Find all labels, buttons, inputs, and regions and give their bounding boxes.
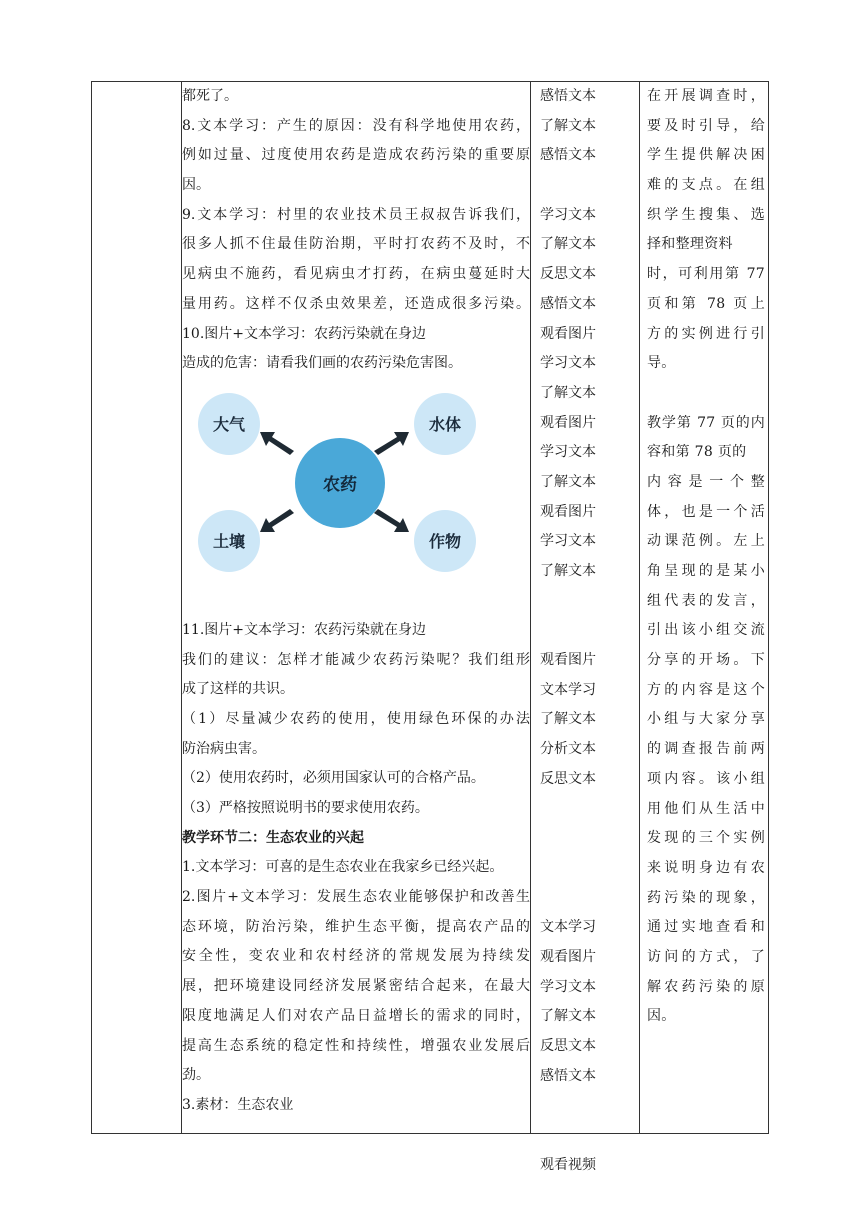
column-divider <box>530 82 531 1133</box>
content-line: 9.文本学习：村里的农业技术员王叔叔告诉我们， <box>182 206 530 223</box>
content-line: （1）尽量减少农药的使用，使用绿色环保的办法 <box>182 710 530 727</box>
activity-line: 反思文本 <box>540 770 596 787</box>
crop-circle: 作物 <box>414 510 476 572</box>
content-line: 8.文本学习：产生的原因：没有科学地使用农药， <box>182 117 530 134</box>
note-line: 解农药污染的原 <box>647 978 765 995</box>
content-line: 提高生态系统的稳定性和持续性，增强农业发展后 <box>182 1037 530 1054</box>
note-line: 角呈现的是某小 <box>647 563 765 579</box>
note-line: 体，也是一个活 <box>647 503 765 520</box>
activity-line <box>540 824 638 854</box>
activity-line <box>540 854 638 884</box>
section-heading: 教学环节二：生态农业的兴起 <box>182 829 364 846</box>
note-line: 引出该小组交流 <box>647 622 765 639</box>
note-line: 教学第 77 页的内 <box>647 414 765 431</box>
activity-line: 感悟文本 <box>540 88 596 104</box>
atmosphere-circle: 大气 <box>198 393 260 455</box>
note-line: 学生提供解决困 <box>647 147 765 164</box>
activity-line: 观看视频 <box>540 1156 596 1173</box>
content-line: 很多人抓不住最佳防治期，平时打农药不及时，不 <box>182 236 530 253</box>
activity-line: 了解文本 <box>540 563 596 579</box>
content-line: 成了这样的共识。 <box>182 681 294 698</box>
note-line: 织学生搜集、选 <box>647 206 765 223</box>
content-line: 量用药。这样不仅杀虫效果差，还造成很多污染。 <box>182 295 530 312</box>
content-line: 展，把环境建设同经济发展紧密结合起来，在最大 <box>182 978 530 995</box>
activity-line <box>540 884 638 914</box>
note-line: 动课范例。左上 <box>647 533 765 550</box>
activity-line: 感悟文本 <box>540 295 596 312</box>
note-line: 导。 <box>647 355 676 372</box>
teaching-content-column <box>182 82 530 1121</box>
content-line: （3）严格按照说明书的要求使用农药。 <box>182 800 429 816</box>
activity-line: 反思文本 <box>540 1038 596 1054</box>
activity-line: 学习文本 <box>540 206 596 223</box>
arrow-top-left <box>260 432 294 455</box>
content-line: 限度地满足人们对农产品日益增长的需求的同时， <box>182 1007 530 1024</box>
activity-line <box>540 1121 638 1151</box>
activity-line: 学习文本 <box>540 444 596 461</box>
activity-line <box>540 795 638 825</box>
activity-line: 观看图片 <box>540 948 596 965</box>
pesticide-hazard-diagram <box>182 379 530 616</box>
note-line <box>647 379 765 409</box>
activity-line: 观看图片 <box>540 414 596 431</box>
activity-line <box>540 587 638 617</box>
note-line: 容和第 78 页的 <box>647 444 747 461</box>
note-line: 来说明身边有农 <box>647 859 765 876</box>
activity-line <box>540 616 638 646</box>
activity-line: 感悟文本 <box>540 147 596 164</box>
activity-line: 学习文本 <box>540 355 596 372</box>
content-line: 劲。 <box>182 1067 210 1084</box>
note-line: 时，可利用第 77 <box>647 266 765 283</box>
activity-line: 文本学习 <box>540 919 596 936</box>
activity-line: 反思文本 <box>540 266 596 283</box>
note-line: 要及时引导，给 <box>647 117 765 134</box>
content-line: 10.图片+文本学习：农药污染就在身边 <box>182 325 426 342</box>
content-line: 因。 <box>182 177 210 194</box>
water-circle: 水体 <box>414 393 476 455</box>
soil-circle: 土壤 <box>198 510 260 572</box>
activity-line: 观看图片 <box>540 652 596 669</box>
content-line: 例如过量、过度使用农药是造成农药污染的重要原 <box>182 147 530 164</box>
arrow-bottom-right <box>374 509 409 532</box>
activity-line: 学习文本 <box>540 978 596 995</box>
activity-line <box>540 1091 638 1121</box>
arrow-top-right <box>374 432 409 455</box>
content-line: 态环境，防治污染，维护生态平衡，提高农产品的 <box>182 918 530 935</box>
content-line: 都死了。 <box>182 88 238 104</box>
activity-line: 了解文本 <box>540 384 596 401</box>
arrow-bottom-left <box>260 509 294 532</box>
note-line: 药污染的现象， <box>647 889 765 906</box>
content-line: 2.图片+文本学习：发展生态农业能够保护和改善生 <box>182 889 530 906</box>
activity-line: 观看图片 <box>540 325 596 342</box>
activity-line: 了解文本 <box>540 473 596 490</box>
note-line: 方的内容是这个 <box>647 681 765 698</box>
content-line: 安全性，变农业和农村经济的常规发展为持续发 <box>182 948 530 965</box>
diagram-arrows <box>182 379 530 616</box>
activity-line: 学习文本 <box>540 533 596 550</box>
note-line: 组代表的发言， <box>647 592 765 609</box>
content-line: 我们的建议：怎样才能减少农药污染呢？我们组形 <box>182 651 530 668</box>
note-line: 难的支点。在组 <box>647 177 765 194</box>
lesson-table <box>91 81 769 1173</box>
note-line: 方的实例进行引 <box>647 325 765 342</box>
note-line: 用他们从生活中 <box>647 800 765 817</box>
note-line: 访问的方式，了 <box>647 948 765 965</box>
activity-line: 了解文本 <box>540 711 596 728</box>
note-line: 发现的三个实例 <box>647 830 765 847</box>
content-line: （2）使用农药时，必须用国家认可的合格产品。 <box>182 770 485 787</box>
note-line: 通过实地查看和 <box>647 919 765 936</box>
note-line: 项内容。该小组 <box>647 770 765 787</box>
note-line: 因。 <box>647 1008 676 1025</box>
design-notes-column <box>647 82 765 1032</box>
activity-line: 观看图片 <box>540 503 596 520</box>
content-line: 见病虫不施药，看见病虫才打药，在病虫蔓延时大 <box>182 266 530 283</box>
activity-line: 了解文本 <box>540 117 596 134</box>
activity-line: 了解文本 <box>540 1008 596 1025</box>
note-line: 内 容 是 一 个 整 <box>647 473 765 490</box>
student-activity-column <box>540 82 638 1180</box>
note-line: 在开展调查时， <box>647 88 765 104</box>
content-line: 1.文本学习：可喜的是生态农业在我家乡已经兴起。 <box>182 859 504 876</box>
note-line: 择和整理资料 <box>647 236 733 253</box>
activity-line: 了解文本 <box>540 236 596 253</box>
content-line: 防治病虫害。 <box>182 740 266 757</box>
note-line: 的调查报告前两 <box>647 741 765 758</box>
pesticide-center-circle: 农药 <box>295 438 385 528</box>
activity-line: 分析文本 <box>540 741 596 758</box>
content-line: 11.图片+文本学习：农药污染就在身边 <box>182 621 426 638</box>
content-line: 造成的危害：请看我们画的农药污染危害图。 <box>182 355 462 372</box>
content-line: 3.素材：生态农业 <box>182 1096 294 1113</box>
activity-line <box>540 171 638 201</box>
note-line: 分享的开场。下 <box>647 652 765 669</box>
note-line: 页和第 78 页上 <box>647 295 765 312</box>
activity-line: 感悟文本 <box>540 1067 596 1084</box>
note-line: 小组与大家分享 <box>647 711 765 728</box>
column-divider <box>639 82 640 1133</box>
activity-line: 文本学习 <box>540 681 596 698</box>
